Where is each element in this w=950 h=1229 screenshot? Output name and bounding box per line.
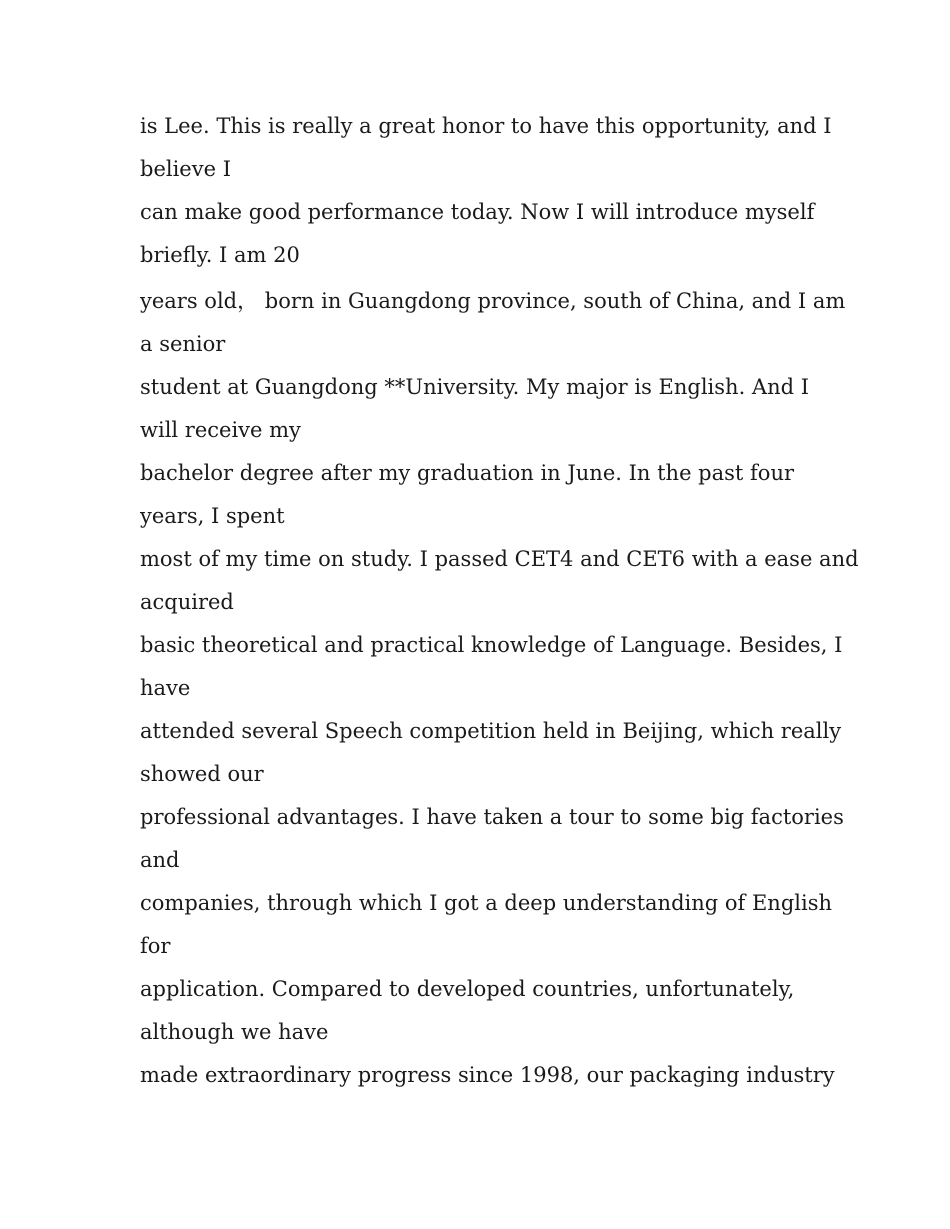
- text-line-2: believe I: [140, 157, 231, 181]
- body-text: [140, 105, 859, 1097]
- text-line-8: will receive my: [140, 418, 301, 442]
- text-line-4: briefly. I am 20: [140, 243, 300, 267]
- text-line-21: application. Compared to developed countries, unfortunately,: [140, 977, 795, 1001]
- text-line-19: companies, through which I got a deep understanding of English: [140, 891, 832, 915]
- text-line-5: years old， born in Guangdong province, south of China, and I am: [140, 289, 846, 313]
- text-line-23: made extraordinary progress since 1998, our packaging industry: [140, 1063, 835, 1087]
- text-line-6: a senior: [140, 332, 226, 356]
- text-line-17: professional advantages. I have taken a tour to some big factories: [140, 805, 844, 829]
- text-line-20: for: [140, 934, 171, 958]
- text-line-1: is Lee. This is really a great honor to have this opportunity, and I: [140, 114, 832, 138]
- text-line-11: most of my time on study. I passed CET4 and CET6 with a ease and: [140, 547, 859, 571]
- text-line-16: showed our: [140, 762, 264, 786]
- text-line-9: bachelor degree after my graduation in June. In the past four: [140, 461, 795, 485]
- text-line-14: have: [140, 676, 191, 700]
- text-line-3: can make good performance today. Now I will introduce myself: [140, 200, 815, 224]
- text-line-7: student at Guangdong **University. My major is English. And I: [140, 375, 810, 399]
- text-line-18: and: [140, 848, 180, 872]
- text-line-12: acquired: [140, 590, 234, 614]
- text-line-13: basic theoretical and practical knowledge of Language. Besides, I: [140, 633, 843, 657]
- text-line-10: years, I spent: [140, 504, 285, 528]
- text-line-22: although we have: [140, 1020, 329, 1044]
- text-line-15: attended several Speech competition held in Beijing, which really: [140, 719, 842, 743]
